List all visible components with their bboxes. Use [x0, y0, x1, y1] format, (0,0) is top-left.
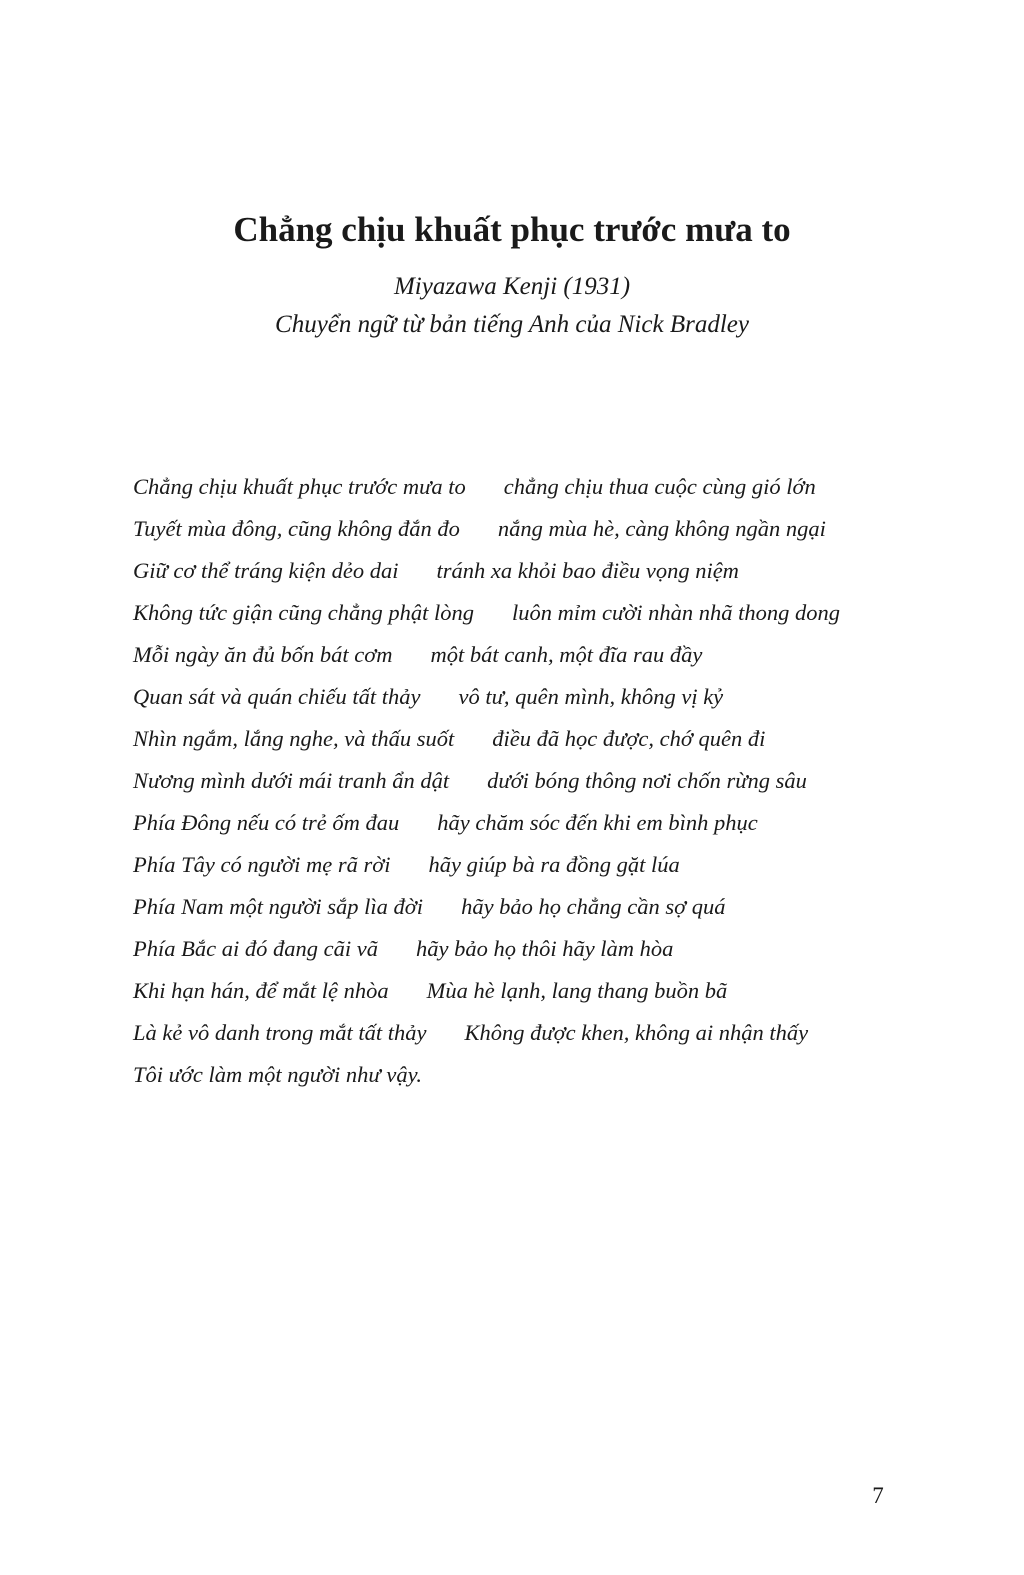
poem-line-final: [133, 1054, 913, 1096]
poem-line-first-half: Giữ cơ thể tráng kiện dẻo dai: [133, 558, 399, 583]
poem-line: [133, 592, 913, 634]
poem-line-first-half: Phía Nam một người sắp lìa đời: [133, 894, 424, 919]
poem-body: [133, 466, 913, 1096]
poem-line-first-half: Khi hạn hán, để mắt lệ nhòa: [133, 978, 389, 1003]
poem-title: Chẳng chịu khuất phục trước mưa to: [233, 210, 791, 249]
poem-line: [133, 466, 913, 508]
poem-line-first-half: Phía Bắc ai đó đang cãi vã: [133, 936, 378, 961]
poem-line-first-half: Tuyết mùa đông, cũng không đắn đo: [133, 516, 460, 541]
poem-line-first-half: Không tức giận cũng chẳng phật lòng: [133, 600, 474, 625]
author-line: Miyazawa Kenji (1931): [393, 273, 631, 300]
translator-line: Chuyển ngữ từ bản tiếng Anh của Nick Bradley: [275, 311, 749, 338]
poem-line-second-half: Không được khen, không ai nhận thấy: [464, 1020, 809, 1045]
poem-line-first-half: Tôi ước làm một người như vậy.: [133, 1062, 422, 1087]
poem-line-first-half: Mỗi ngày ăn đủ bốn bát cơm: [133, 642, 393, 667]
page-number: 7: [872, 1483, 884, 1508]
poem-line-second-half: hãy bảo họ chẳng cần sợ quá: [461, 894, 726, 919]
poem-line-second-half: một bát canh, một đĩa rau đầy: [430, 642, 703, 667]
poem-line-first-half: Quan sát và quán chiếu tất thảy: [133, 684, 421, 709]
poem-line-second-half: hãy chăm sóc đến khi em bình phục: [437, 810, 758, 835]
poem-line: [133, 1012, 913, 1054]
poem-line-second-half: điều đã học được, chớ quên đi: [492, 726, 766, 751]
poem-line-first-half: Nương mình dưới mái tranh ẩn dật: [133, 768, 450, 793]
poem-line: [133, 718, 913, 760]
poem-line-second-half: Mùa hè lạnh, lang thang buồn bã: [426, 978, 728, 1003]
poem-line: [133, 508, 913, 550]
poem-line: [133, 760, 913, 802]
poem-line-second-half: hãy bảo họ thôi hãy làm hòa: [415, 936, 674, 961]
poem-line: [133, 928, 913, 970]
poem-line-second-half: vô tư, quên mình, không vị kỷ: [458, 684, 724, 709]
poem-line-first-half: Phía Đông nếu có trẻ ốm đau: [133, 810, 400, 835]
poem-line: [133, 550, 913, 592]
poem-line: [133, 970, 913, 1012]
poem-line-first-half: Là kẻ vô danh trong mắt tất thảy: [133, 1020, 427, 1045]
poem-line-second-half: luôn mỉm cười nhàn nhã thong dong: [512, 600, 841, 625]
poem-line-second-half: dưới bóng thông nơi chốn rừng sâu: [487, 768, 807, 793]
poem-line: [133, 634, 913, 676]
poem-line: [133, 844, 913, 886]
poem-line: [133, 802, 913, 844]
poem-line-second-half: chẳng chịu thua cuộc cùng gió lớn: [503, 474, 816, 499]
poem-line-first-half: Nhìn ngắm, lắng nghe, và thấu suốt: [133, 726, 455, 751]
poem-line-second-half: nắng mùa hè, càng không ngần ngại: [497, 516, 826, 541]
poem-line: [133, 886, 913, 928]
poem-line-first-half: Phía Tây có người mẹ rã rời: [133, 852, 391, 877]
poem-line-second-half: hãy giúp bà ra đồng gặt lúa: [428, 852, 680, 877]
poem-line: [133, 676, 913, 718]
poem-line-second-half: tránh xa khỏi bao điều vọng niệm: [436, 558, 739, 583]
poem-line-first-half: Chẳng chịu khuất phục trước mưa to: [133, 474, 466, 499]
